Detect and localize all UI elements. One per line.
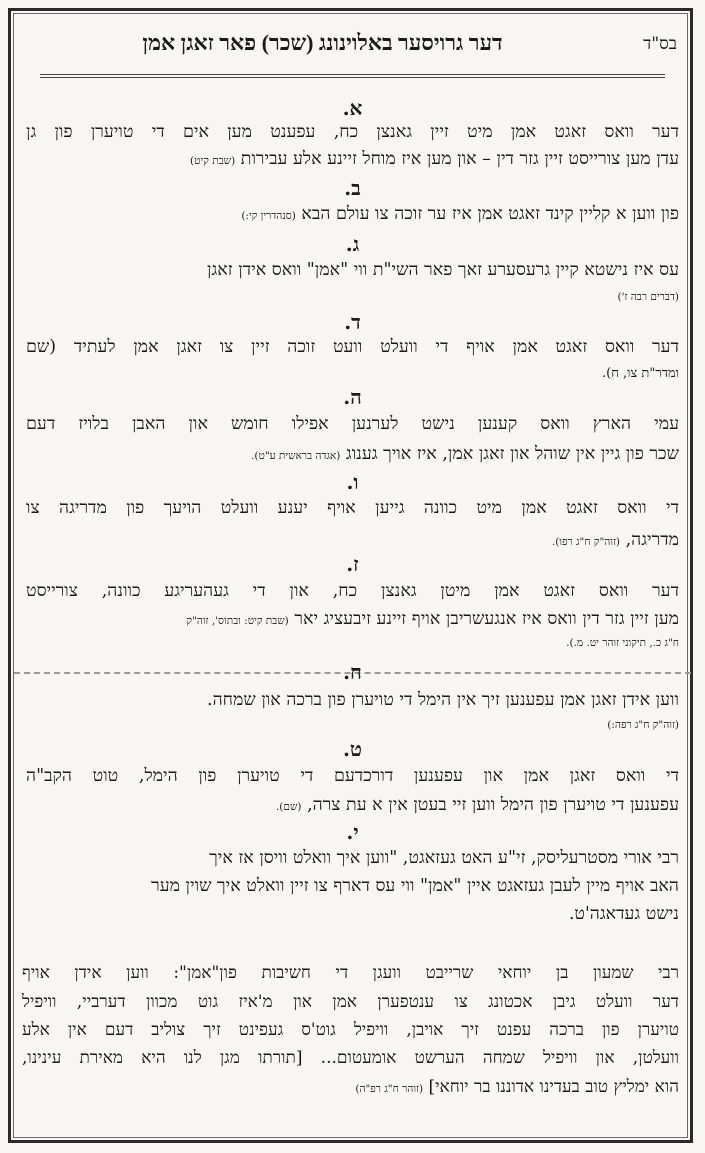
source-citation: (שם). xyxy=(275,801,302,813)
section-line: עס איז נישטא קיין גרעסערע זאך פאר השי"ת ווי "אמן" וואס אידן זאגן xyxy=(207,260,679,280)
section-line xyxy=(26,630,679,654)
source-citation: (זוהר ח"ג רפ"ה) xyxy=(355,1083,424,1095)
section-line xyxy=(26,284,679,308)
section-line: האב אויף מיין לעבן געזאגט איין "אמן" ווי עס דארף צו זיין וואלט איך שוין מער xyxy=(151,876,679,896)
section-letter: י. xyxy=(346,820,359,844)
section-line: עמי הארץ וואס קענען נישט לערנען אפילו חומש און האבן בלויז דעם xyxy=(26,414,679,434)
section-line: דער וואס זאגט אמן מיט זיין גאנצן כח, עפענט מען אים די טויערן פון גן xyxy=(26,122,679,142)
section-letter: ג. xyxy=(345,232,360,256)
source-citation: (דברים רבה ז') xyxy=(617,291,679,303)
closing-line: וועלטן, און וויפיל שמחה הערשט אומעטום... [תורתו מגן לנו היא מאירת עינינו, xyxy=(22,1048,679,1068)
section-line: נישט געדאגה'ט. xyxy=(568,904,679,924)
source-citation: (זוה"ק ח"ג רפו). xyxy=(551,536,621,548)
closing-line: טויערן פון ברכה עפנט זיך אויבן, וויפיל גוט'ס געפינט זיך צוליב דעם אין אלע xyxy=(22,1020,679,1040)
title-divider-second xyxy=(40,77,665,78)
section-line xyxy=(26,712,679,736)
closing-line: הוא ימליץ טוב בעדינו אדוננו בר יוחאי] (זוהר ח"ג רפ"ה) xyxy=(355,1077,679,1097)
section-line: די וואס זאגן אמן און עפענען דורכדעם די טויערן פון הימל, טוט הקב"ה xyxy=(26,766,679,786)
section-line: דער וואס זאגט אמן אויף די וועלט וועט זוכה זיין צו זאגן אמן לעתיד (שם xyxy=(26,337,679,357)
section-line: ווען אידן זאגן אמן עפענען זיך אין הימל די טויערן פון ברכה און שמחה. xyxy=(207,690,679,710)
source-citation: (זוה"ק ח"ג רפה:) xyxy=(607,719,679,731)
bsd-mark: בס"ד xyxy=(643,34,677,54)
section-letter: ח. xyxy=(343,660,362,684)
closing-line: רבי שמעון בן יוחאי שרייבט וועגן די חשיבות פון"אמן": ווען אידן אויף xyxy=(22,963,679,983)
section-line: פון ווען א קליין קינד זאגט אמן איז ער זוכה צו עולם הבא (סנהדרין קי:) xyxy=(241,204,679,224)
section-letter: ד. xyxy=(344,310,361,334)
section-line: דער וואס זאגט אמן מיטן גאנצן כח, און די געהעריגע כוונה, צורייסט xyxy=(26,581,679,601)
source-citation: (אגדה בראשית ע"ט). xyxy=(251,450,341,462)
source-citation: (שבת קיט: ובתוס', זוה"ק xyxy=(186,615,289,627)
source-citation: (סנהדרין קי:) xyxy=(241,210,296,222)
source-citation: ח"ג כ., תיקוני זוהר יט. מ.). xyxy=(566,637,679,649)
closing-line: דער וועלט גיבן אכטונג צו ענטפערן אמן און מ'איז גוט מכוון דערביי, וויפיל xyxy=(22,992,679,1012)
section-letter: ה. xyxy=(343,385,362,409)
section-line: ומדר"ת צו, ח). xyxy=(601,366,679,381)
page-title: דער גרויסער באלוינונג (שכר) פאר זאגן אמן xyxy=(142,30,503,55)
section-letter: ב. xyxy=(344,176,361,200)
section-line: עפענען די טויערן פון הימל ווען זיי בעטן אין א עת צרה, (שם). xyxy=(275,795,679,815)
section-letter: ו. xyxy=(346,470,359,494)
section-line: מדריגה, (זוה"ק ח"ג רפו). xyxy=(551,530,679,550)
section-line: מען זיין גזר דין וואס איז אנגעשריבן אויף זיינע זיבעציג יאר (שבת קיט: ובתוס', זוה"ק xyxy=(186,609,679,629)
title-divider xyxy=(40,74,665,75)
section-line: שכר פון גיין אין שוהל און זאגן אמן, איז אויך גענוג (אגדה בראשית ע"ט). xyxy=(251,444,679,464)
section-line: רבי אורי מסטרעליסק, זי"ע האט געזאגט, "ווען איך וואלט וויסן אז איך xyxy=(209,848,679,868)
section-line: די וואס זאגט אמן מיט כוונה גייען אויף יענע וועלט הויעך פון מדריגה צו xyxy=(26,498,679,518)
section-line: עדן מען צורייסט זיין גזר דין – און מען איז מוחל זיינע אלע עבירות (שבת קיט) xyxy=(190,149,679,169)
section-letter: ט. xyxy=(342,737,363,761)
source-citation: (שבת קיט) xyxy=(190,155,236,167)
section-letter: ז. xyxy=(346,552,359,576)
section-letter: א. xyxy=(342,96,363,120)
